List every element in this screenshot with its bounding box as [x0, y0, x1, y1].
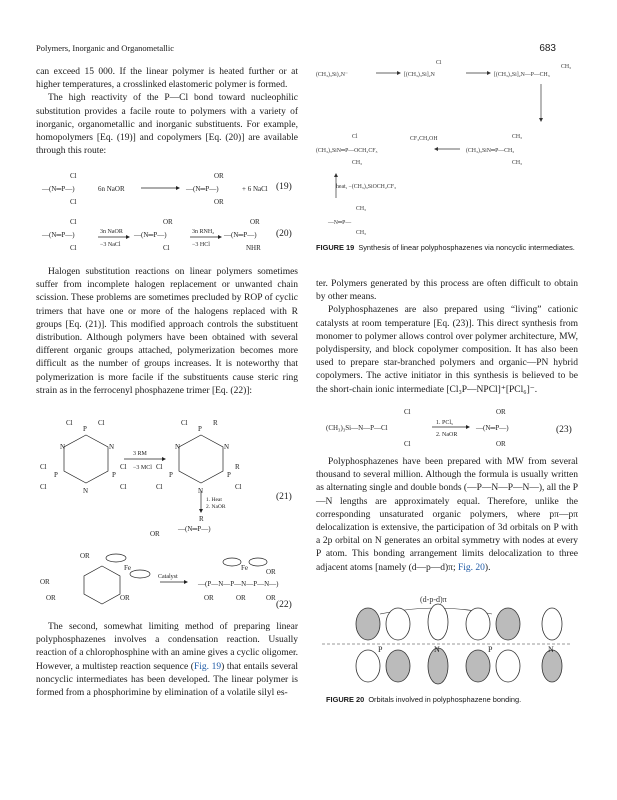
equation-number: (20)	[276, 229, 292, 239]
svg-text:(CH₃)₃SiN═P—OCH₂CF₃: (CH₃)₃SiN═P—OCH₂CF₃	[316, 148, 378, 154]
svg-text:OR: OR	[80, 552, 90, 560]
svg-text:heat, −(CH₃)₃SiOCH₂CF₃: heat, −(CH₃)₃SiOCH₂CF₃	[336, 184, 396, 190]
equation-number: (19)	[276, 182, 292, 192]
atom-label: P	[488, 645, 493, 654]
svg-text:OR: OR	[214, 198, 224, 206]
svg-text:R: R	[235, 463, 240, 471]
svg-text:—(N═P—): —(N═P—)	[42, 185, 75, 193]
svg-text:OR: OR	[214, 172, 224, 180]
svg-text:Cl: Cl	[156, 463, 163, 471]
svg-text:OR: OR	[496, 440, 506, 448]
svg-text:P: P	[112, 471, 116, 479]
chem-label: Cl	[70, 172, 77, 180]
svg-text:NHR: NHR	[246, 244, 261, 252]
svg-text:R: R	[199, 515, 204, 523]
svg-text:OR: OR	[204, 594, 214, 602]
svg-text:Catalyst: Catalyst	[158, 574, 178, 580]
paragraph: can exceed 15 000. If the linear polymer is heated further or at higher temperatures, a crosslinked elastomeric polymer is formed.	[36, 67, 298, 91]
equations-19-20	[36, 172, 298, 264]
svg-text:Cl: Cl	[235, 483, 242, 491]
svg-text:[(CH₃)₃Si]₂N—P—CH₃: [(CH₃)₃Si]₂N—P—CH₃	[494, 72, 550, 78]
svg-text:Cl: Cl	[163, 244, 170, 252]
svg-text:Cl: Cl	[40, 483, 47, 491]
svg-text:Cl: Cl	[120, 463, 127, 471]
svg-text:CH₃: CH₃	[356, 206, 367, 212]
svg-text:Fe: Fe	[124, 564, 131, 572]
paragraph: The high reactivity of the P—Cl bond toward nucleophilic substitution provides a facile route to polymers with a variety of inorganic, organometallic and inorganic substituents. For example, homopolymers [Eq. (19)] and copolymers [Eq. (20)] are available through this route:	[36, 93, 298, 157]
svg-text:OR: OR	[40, 578, 50, 586]
svg-text:1. Heat: 1. Heat	[206, 497, 222, 503]
svg-text:—(N═P—): —(N═P—)	[178, 525, 211, 533]
svg-text:OR: OR	[496, 408, 506, 416]
svg-text:Cl: Cl	[181, 419, 188, 427]
svg-text:Cl: Cl	[66, 419, 73, 427]
svg-text:−3 HCl: −3 HCl	[192, 242, 210, 248]
svg-text:OR: OR	[266, 594, 276, 602]
paragraph: The second, somewhat limiting method of preparing linear polyphosphazenes involves a condensation reaction. Usually reaction of a chlorophosphine with an amine gives a cyclic oligomer. However, a multistep reaction sequence (Fig. 19) that entails several noncyclic intermediates has been developed. The linear polymer is formed from a phosphorimine by elimination of a volatile silyl es-	[36, 622, 298, 699]
svg-text:(CH₃)₃Si)₂N⁻: (CH₃)₃Si)₂N⁻	[316, 72, 348, 78]
svg-text:P: P	[227, 471, 231, 479]
svg-text:2. NaOR: 2. NaOR	[206, 504, 226, 510]
svg-text:P: P	[54, 471, 58, 479]
svg-text:OR: OR	[250, 218, 260, 226]
svg-text:Cl: Cl	[404, 440, 411, 448]
svg-text:N: N	[175, 443, 181, 451]
svg-text:Cl: Cl	[352, 134, 358, 140]
svg-text:CH₃: CH₃	[561, 64, 572, 70]
svg-text:CH₃: CH₃	[512, 160, 523, 166]
atom-label: P	[378, 645, 383, 654]
svg-text:Cl: Cl	[40, 463, 47, 471]
svg-text:OR: OR	[163, 218, 173, 226]
svg-text:—(N═P—): —(N═P—)	[224, 231, 257, 239]
svg-text:−3 NaCl: −3 NaCl	[100, 242, 121, 248]
svg-text:P: P	[198, 425, 202, 433]
figure-20-caption: FIGURE 20 Orbitals involved in polyphosphazene bonding.	[326, 695, 522, 704]
svg-text:Cl: Cl	[98, 419, 105, 427]
svg-text:N: N	[83, 487, 89, 495]
figure-20-link[interactable]: Fig. 20	[457, 562, 485, 573]
svg-text:P: P	[169, 471, 173, 479]
svg-text:CH₃: CH₃	[512, 134, 523, 140]
svg-text:—(N═P—): —(N═P—)	[186, 185, 219, 193]
svg-text:CH₃: CH₃	[356, 230, 367, 236]
svg-text:Cl: Cl	[70, 218, 77, 226]
svg-text:—(N═P—): —(N═P—)	[134, 231, 167, 239]
svg-text:—(N═P—): —(N═P—)	[42, 231, 75, 239]
left-text-top	[36, 66, 298, 158]
svg-text:Fe: Fe	[241, 564, 248, 572]
figure-19-link[interactable]: Fig. 19	[193, 661, 222, 672]
svg-text:P: P	[83, 425, 87, 433]
svg-text:(CH₃)₃Si—N—P—Cl: (CH₃)₃Si—N—P—Cl	[326, 424, 388, 432]
paragraph: Polyphosphazenes are also prepared using “living” cationic catalysts at room temperature [Eq. (23)]. This direct synthesis from monomer to polymer allows control over polymer architecture, MW, polydispersity, and block copolymer composition. It has also been used to prepare star-branched polymers and organic—PN hybrid copolymers. The active initiator in this synthesis is believed to be the short-chain ionic intermediate [Cl₃P—NPCl]⁺[PCl₆]⁻.	[316, 305, 578, 395]
equation-number: (21)	[276, 492, 292, 502]
paragraph: Polyphosphazenes have been prepared with MW from several thousand to several million. Although the formula is usually written as alternating single and double bonds (—P—N—P—N—), all the P—N lengths are approximately equal. Therefore, unlike the corresponding unsaturated organic polymers, where pπ—pπ delocalization is extensive, the participation of 3d orbitals on P with a 2p orbital on N generates an orbital symmetry with nodes at every P atom. This bonding arrangement limits delocalization to three adjacent atoms [namely (d—p—d)π; Fig. 20).	[316, 457, 578, 573]
svg-text:OR: OR	[236, 594, 246, 602]
svg-text:N: N	[109, 443, 115, 451]
left-text-middle	[36, 266, 298, 398]
svg-text:[(CH₃)₃Si]₂N: [(CH₃)₃Si]₂N	[404, 72, 435, 78]
equation-number: (23)	[556, 425, 572, 435]
svg-text:—N═P—: —N═P—	[328, 220, 352, 226]
equation-21-scheme	[36, 415, 298, 540]
svg-text:OR: OR	[266, 568, 276, 576]
page-number: 683	[539, 43, 556, 54]
svg-text:OR: OR	[120, 594, 130, 602]
equation-number: (22)	[276, 600, 292, 610]
svg-text:N: N	[60, 443, 66, 451]
byproduct: + 6 NaCl	[242, 185, 268, 193]
chem-label: OR	[150, 530, 160, 538]
svg-text:3n RNH₂: 3n RNH₂	[192, 229, 215, 235]
svg-text:R: R	[213, 419, 218, 427]
svg-text:Cl: Cl	[404, 408, 411, 416]
svg-text:3n NaOR: 3n NaOR	[100, 229, 123, 235]
svg-text:—(N═P—): —(N═P—)	[476, 424, 509, 432]
svg-text:N: N	[224, 443, 230, 451]
equation-23-scheme	[316, 406, 578, 450]
svg-text:—(P—N—P—N—P—N—): —(P—N—P—N—P—N—)	[198, 580, 279, 588]
right-text-bottom	[316, 456, 578, 575]
svg-text:3 RM: 3 RM	[133, 451, 147, 457]
orbital-label: (d-p-d)π	[420, 595, 447, 604]
paragraph: ter. Polymers generated by this process are often difficult to obtain by other means.	[316, 279, 578, 303]
atom-label: N	[548, 645, 554, 654]
running-header: Polymers, Inorganic and Organometallic	[36, 43, 175, 53]
svg-text:Cl: Cl	[70, 244, 77, 252]
figure-19-caption: FIGURE 19 Synthesis of linear polyphosphazenes via noncyclic intermediates.	[316, 243, 575, 252]
svg-text:Cl: Cl	[156, 483, 163, 491]
reagent: 6n NaOR	[98, 185, 125, 193]
paragraph: Halogen substitution reactions on linear polymers sometimes suffer from incomplete halogen replacement or unwanted chain scission. These problems are sometimes precluded by ROP of cyclic trimers that have one or more of the halogens replaced with R groups [Eq. (21)]. This modified approach controls the substituent distribution. Although polymers have been obtained with several different organic groups attached, polymerization becomes more difficult as the number of groups increases. It is noteworthy that polymerization is more facile if the substituents cause steric ring strain as in the ferrocenyl phosphazene trimer [Eq. (22)]:	[36, 267, 298, 396]
figure-20-orbitals	[316, 594, 578, 686]
svg-text:CH₃: CH₃	[352, 160, 363, 166]
svg-text:CF₃CH₂OH: CF₃CH₂OH	[410, 136, 438, 142]
svg-text:Cl: Cl	[120, 483, 127, 491]
svg-text:1. PCl₅: 1. PCl₅	[436, 420, 454, 426]
svg-text:(CH₃)₃SiN═P—CH₃: (CH₃)₃SiN═P—CH₃	[466, 148, 515, 154]
atom-label: N	[434, 645, 440, 654]
figure-19-scheme	[316, 60, 578, 242]
svg-text:−3 MCl: −3 MCl	[133, 465, 152, 471]
left-text-bottom	[36, 621, 298, 700]
svg-text:Cl: Cl	[70, 198, 77, 206]
svg-text:Cl: Cl	[436, 60, 442, 66]
equation-22-scheme	[36, 548, 298, 610]
svg-text:OR: OR	[46, 594, 56, 602]
svg-text:N: N	[198, 487, 204, 495]
svg-text:2. NaOR: 2. NaOR	[436, 432, 458, 438]
right-text-top	[316, 278, 578, 397]
